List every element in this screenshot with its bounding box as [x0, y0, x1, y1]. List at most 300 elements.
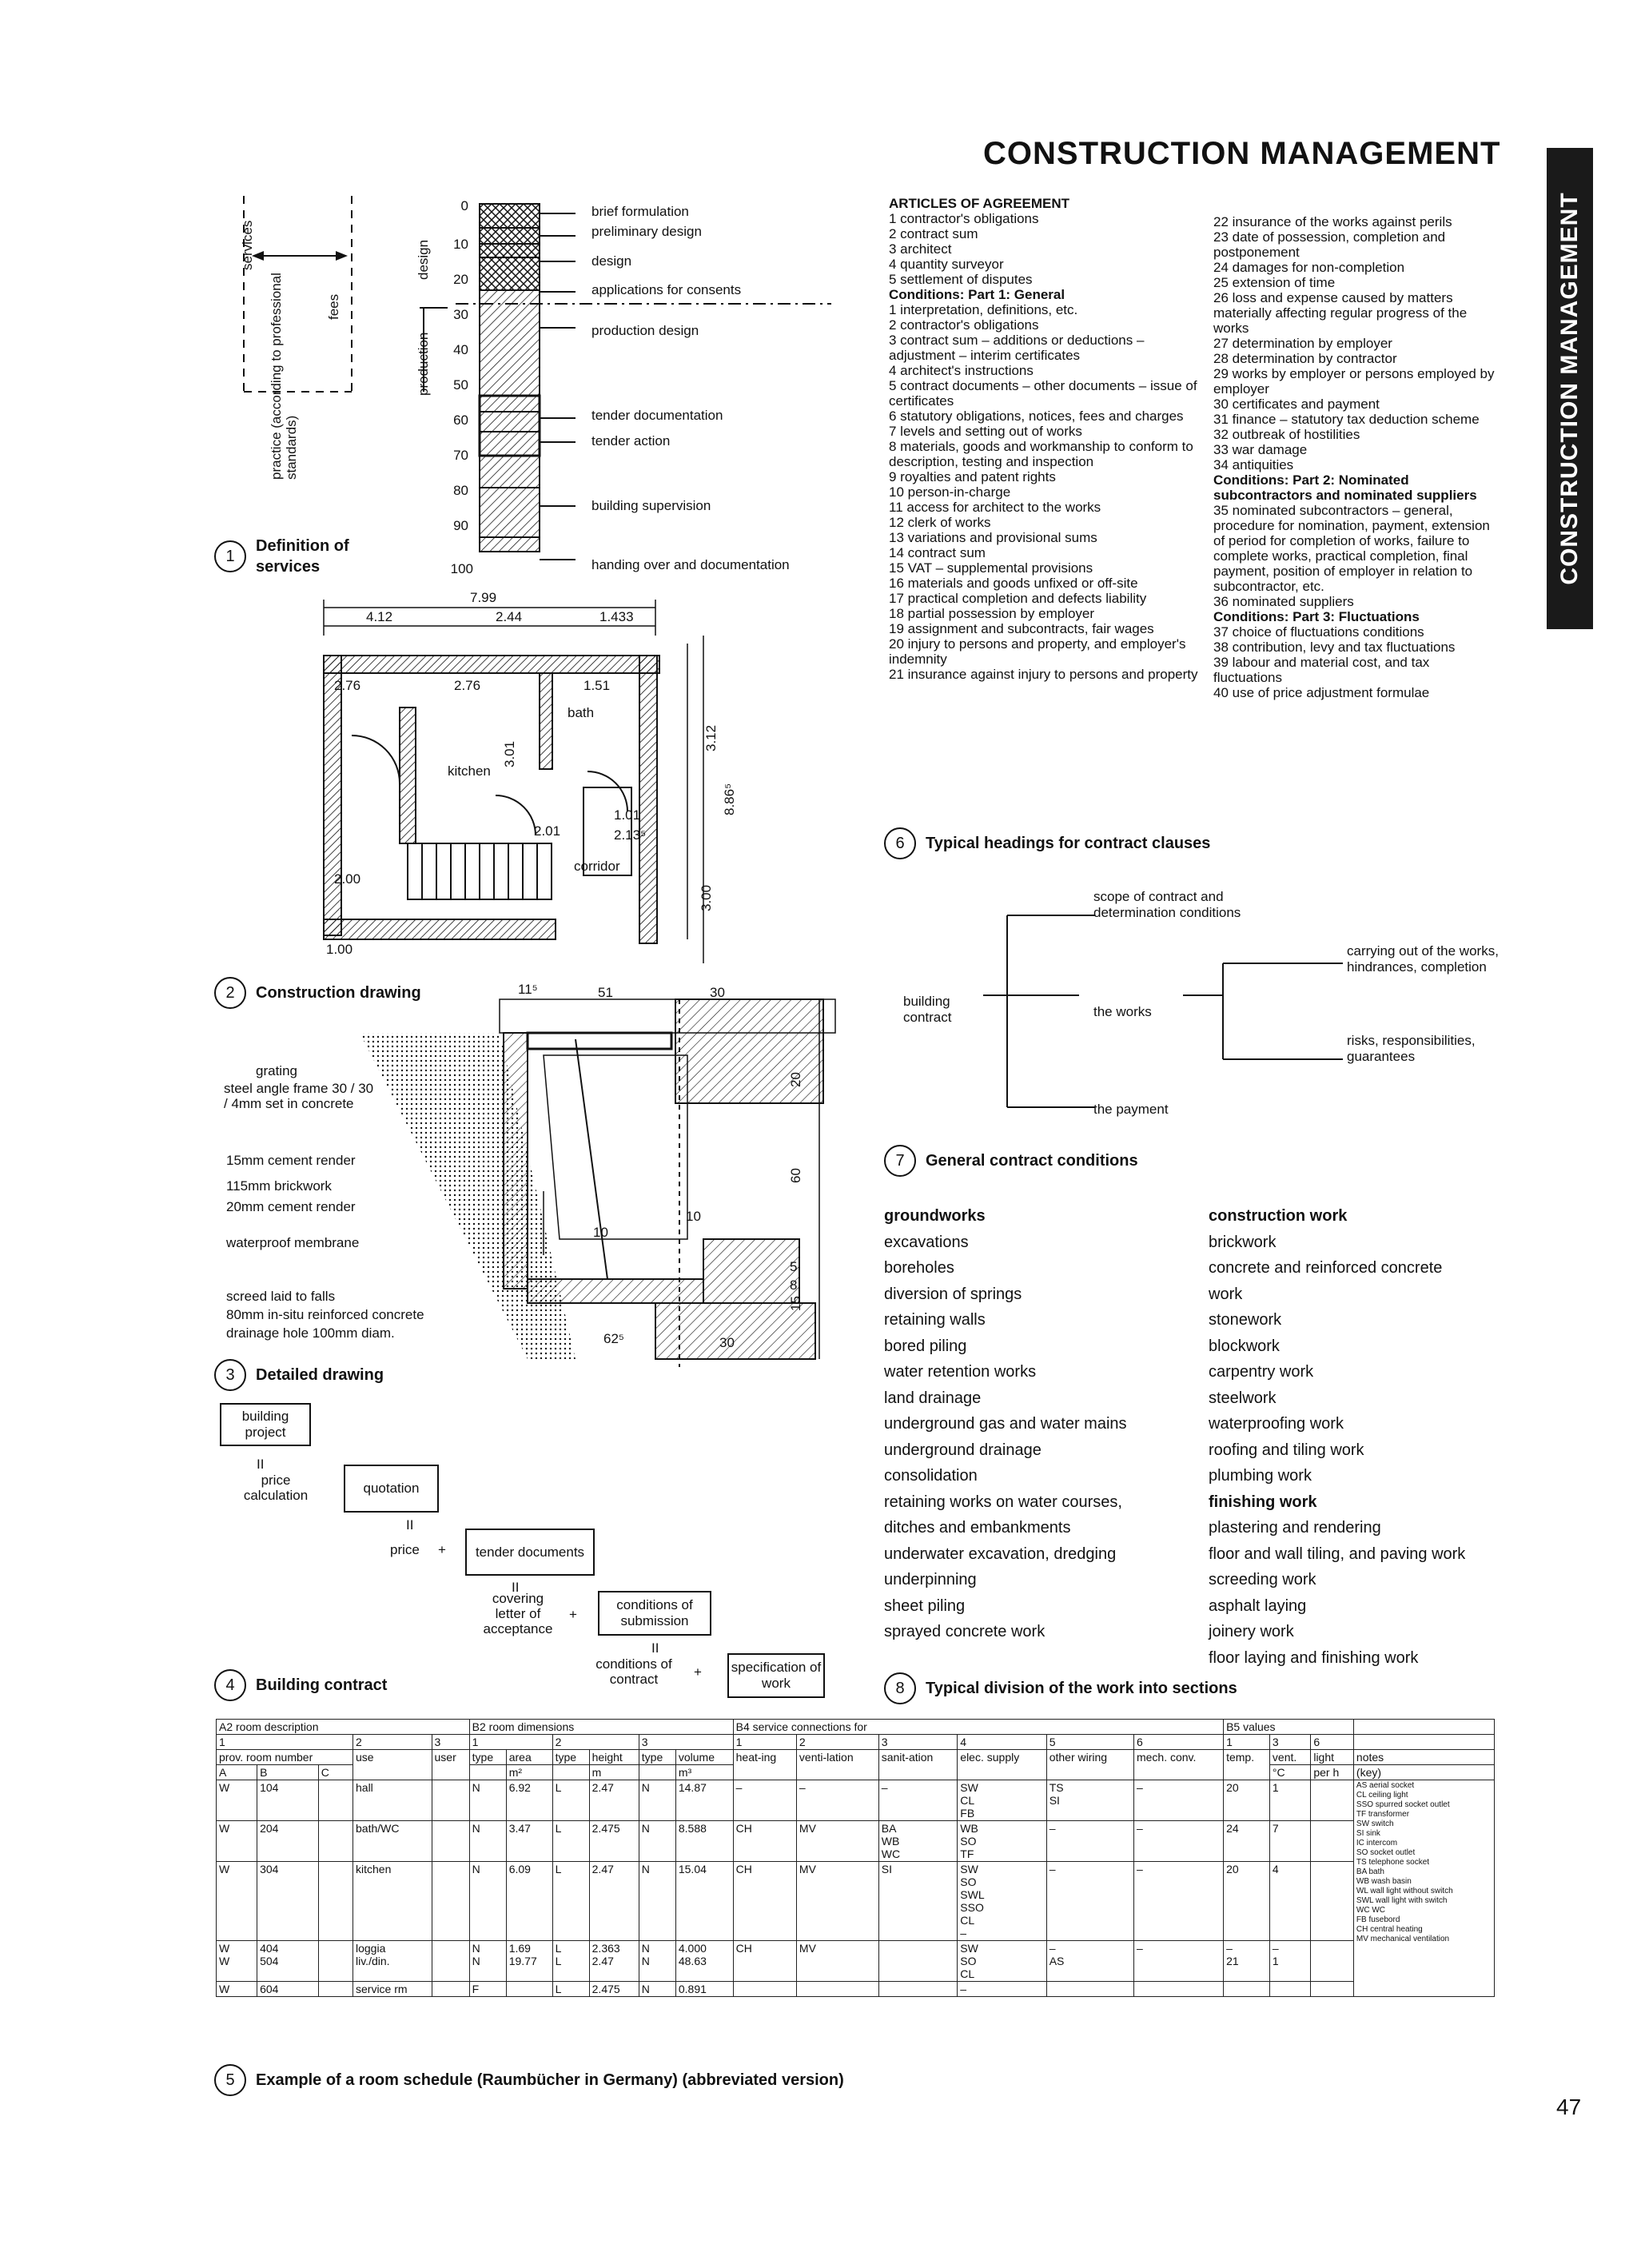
fig7-caption — [884, 1145, 1138, 1177]
lbl-drainage: drainage hole 100mm diam. — [226, 1325, 395, 1341]
key-entry: FB fusebord — [1356, 1915, 1400, 1924]
table-cell — [432, 1982, 469, 1997]
dim-60: 60 — [788, 1168, 803, 1183]
table-cell: hall — [353, 1780, 432, 1821]
carrying-out-label: carrying out of the works, hindrances, completion — [1347, 943, 1499, 975]
list-item: screeding work — [1209, 1571, 1316, 1588]
list-item: 5 settlement of disputes — [889, 272, 1033, 287]
lbl-screed: screed laid to falls — [226, 1289, 336, 1304]
table-cell: L — [552, 1780, 589, 1821]
key-entry: BA bath — [1356, 1867, 1384, 1876]
table-cell — [318, 1982, 352, 1997]
tick-90: 90 — [453, 518, 468, 533]
table-cell — [1353, 1735, 1494, 1750]
table-cell: – 21 — [1224, 1941, 1270, 1982]
lbl-brickwork: 115mm brickwork — [226, 1178, 332, 1194]
list-item: underground gas and water mains — [884, 1415, 1127, 1433]
table-cell: 2.47 — [589, 1862, 639, 1941]
dim-51: 51 — [598, 985, 613, 1000]
table-cell: 3 — [878, 1735, 958, 1750]
table-cell: heat-ing — [733, 1750, 796, 1780]
list-item: retaining works on water courses, — [884, 1493, 1122, 1511]
lbl-cement-render-20: 20mm cement render — [226, 1199, 356, 1214]
list-item: underwater excavation, dredging — [884, 1545, 1117, 1563]
table-cell: – — [1133, 1941, 1223, 1982]
table-cell — [1311, 1821, 1354, 1862]
risks-label: risks, responsibilities, guarantees — [1347, 1033, 1476, 1064]
table-cell: per h — [1311, 1765, 1354, 1780]
dim-15: 15 — [788, 1296, 803, 1311]
stage-production: production design — [591, 323, 699, 338]
key-entry: WB wash basin — [1356, 1877, 1412, 1886]
fig4-caption-text: Building contract — [256, 1676, 388, 1694]
key-entry: TF transformer — [1356, 1810, 1410, 1819]
dim-5: 5 — [790, 1259, 798, 1274]
table-cell: – — [1133, 1821, 1223, 1862]
table-cell: WB SO TF — [958, 1821, 1046, 1862]
floor-plan-svg — [320, 588, 735, 971]
table-cell: N — [469, 1821, 506, 1862]
list-item: floor and wall tiling, and paving work — [1209, 1545, 1466, 1563]
table-cell: 6 — [1311, 1735, 1354, 1750]
dim-10b: 10 — [686, 1209, 701, 1224]
room-bath: bath — [568, 705, 595, 720]
table-cell — [1311, 1982, 1354, 1997]
stage-preliminary: preliminary design — [591, 224, 702, 239]
table-cell: W — [217, 1862, 257, 1941]
table-cell: 2.475 — [589, 1982, 639, 1997]
list-item: 23 date of possession, completion and postponement — [1213, 229, 1446, 260]
list-item: 39 labour and material cost, and tax fluctuations — [1213, 655, 1430, 685]
table-cell: – — [796, 1780, 878, 1821]
fig7-caption-text: General contract conditions — [926, 1151, 1138, 1170]
clauses-col2 — [1213, 214, 1501, 700]
table-cell: type — [552, 1750, 589, 1765]
key-entry: WC WC — [1356, 1906, 1386, 1915]
page-title: CONSTRUCTION MANAGEMENT — [983, 136, 1501, 171]
tick-10: 10 — [453, 237, 468, 252]
scope-label: scope of contract and determination conditions — [1093, 889, 1241, 920]
dim-100: 1.00 — [326, 942, 353, 957]
list-item: 36 nominated suppliers — [1213, 594, 1354, 609]
eq-2: II — [406, 1517, 414, 1533]
table-cell — [506, 1982, 552, 1997]
table-cell: notes — [1353, 1750, 1494, 1765]
list-item: asphalt laying — [1209, 1596, 1307, 1615]
table-cell: 1 — [1269, 1780, 1310, 1821]
table-cell: °C — [1269, 1765, 1310, 1780]
list-item: 8 materials, goods and workmanship to conform to description, testing and inspection — [889, 439, 1193, 469]
dim-8: 8 — [790, 1277, 798, 1293]
list-item: 4 architect's instructions — [889, 363, 1034, 378]
table-cell: temp. — [1224, 1750, 1270, 1780]
table-cell: service rm — [353, 1982, 432, 1997]
list-item: 27 determination by employer — [1213, 336, 1392, 351]
table-cell: 14.87 — [675, 1780, 733, 1821]
price-calculation-label: price calculation — [243, 1473, 309, 1503]
table-cell: 2 — [353, 1735, 432, 1750]
clauses-col1 — [889, 196, 1210, 682]
table-cell: 3 — [432, 1735, 469, 1750]
table-cell: 20 — [1224, 1780, 1270, 1821]
table-cell: N — [639, 1982, 675, 1997]
list-item: plastering and rendering — [1209, 1519, 1381, 1537]
table-cell — [432, 1821, 469, 1862]
list-item: finishing work — [1209, 1493, 1317, 1511]
table-cell: 1 — [1224, 1735, 1270, 1750]
table-cell: 1 — [469, 1735, 552, 1750]
dim-625: 62⁵ — [603, 1331, 624, 1346]
conditions-contract-label: conditions of contract — [595, 1656, 672, 1687]
table-cell: N — [469, 1780, 506, 1821]
dim-412: 4.12 — [366, 609, 393, 624]
table-cell: – 1 — [1269, 1941, 1310, 1982]
key-entry: SSO spurred socket outlet — [1356, 1800, 1450, 1809]
table-cell: 1 — [733, 1735, 796, 1750]
table-cell: – — [1046, 1862, 1133, 1941]
key-entry: MV mechanical ventilation — [1356, 1935, 1450, 1943]
eq-3: II — [512, 1580, 520, 1595]
table-cell: prov. room number — [217, 1750, 353, 1765]
lbl-grating: grating — [256, 1063, 297, 1078]
specification-work-box: specification of work — [727, 1653, 825, 1698]
table-cell: height — [589, 1750, 639, 1765]
list-item: retaining walls — [884, 1311, 986, 1329]
table-cell: W — [217, 1821, 257, 1862]
table-cell: – — [958, 1982, 1046, 1997]
list-item: 3 contract sum – additions or deductions – adjustment – interim certificates — [889, 333, 1145, 363]
covering-letter-label: covering letter of acceptance — [483, 1591, 553, 1636]
list-item: 31 finance – statutory tax deduction scheme — [1213, 412, 1480, 427]
dim-20: 20 — [788, 1072, 803, 1087]
eq-4: II — [651, 1640, 659, 1656]
list-item: 1 contractor's obligations — [889, 211, 1039, 226]
lbl-cement-render-15: 15mm cement render — [226, 1153, 356, 1168]
work-right-list — [1209, 1203, 1480, 1671]
stage-supervision: building supervision — [591, 498, 711, 513]
table-cell — [796, 1982, 878, 1997]
fig1-number: 1 — [214, 540, 246, 572]
table-cell — [1311, 1862, 1354, 1941]
table-cell — [733, 1982, 796, 1997]
list-item: 4 quantity surveyor — [889, 257, 1004, 272]
list-item: boreholes — [884, 1259, 954, 1277]
table-cell: mech. conv. — [1133, 1750, 1223, 1780]
list-item: floor laying and finishing work — [1209, 1648, 1419, 1667]
table-cell: – — [1133, 1780, 1223, 1821]
eq-1: II — [257, 1457, 265, 1472]
table-cell — [1224, 1982, 1270, 1997]
list-item: construction work — [1209, 1207, 1348, 1225]
stage-tender-action: tender action — [591, 433, 671, 448]
list-item: Conditions: Part 1: General — [889, 287, 1065, 302]
table-cell — [878, 1982, 958, 1997]
dim-201: 2.01 — [534, 823, 561, 839]
list-item: 30 certificates and payment — [1213, 397, 1380, 412]
table-cell — [878, 1941, 958, 1982]
table-cell: – — [733, 1780, 796, 1821]
table-cell: L — [552, 1982, 589, 1997]
table-cell: type — [469, 1750, 506, 1765]
table-cell: L — [552, 1862, 589, 1941]
list-item: 2 contractor's obligations — [889, 317, 1039, 333]
table-cell: light — [1311, 1750, 1354, 1765]
table-row — [217, 1780, 1495, 1821]
lbl-steel-angle: steel angle frame 30 / 30 / 4mm set in concrete — [224, 1081, 374, 1111]
table-cell: – AS — [1046, 1941, 1133, 1982]
dim-8865: 8.86⁵ — [722, 783, 737, 815]
detail-svg — [352, 991, 847, 1367]
dim-10a: 10 — [593, 1225, 608, 1240]
table-cell: BA WB WC — [878, 1821, 958, 1862]
fig4-caption — [214, 1669, 387, 1701]
dim-1433: 1.433 — [599, 609, 634, 624]
stage-tender-doc: tender documentation — [591, 408, 723, 423]
table-cell: N — [639, 1862, 675, 1941]
services-bar-svg — [216, 192, 839, 576]
tick-30: 30 — [453, 307, 468, 322]
building-contract-label: building contract — [903, 994, 952, 1025]
services-label: services — [240, 220, 255, 270]
table-cell: m — [589, 1765, 639, 1780]
table-cell: 604 — [257, 1982, 319, 1997]
stage-handover: handing over and documentation — [591, 557, 790, 572]
table-cell: N N — [639, 1941, 675, 1982]
group-header: B4 service connections for — [733, 1720, 1223, 1735]
list-item: 13 variations and provisional sums — [889, 530, 1097, 545]
table-cell: 5 — [1046, 1735, 1133, 1750]
table-cell: SW SO SWL SSO CL – — [958, 1862, 1046, 1941]
key-entry: SWL wall light with switch — [1356, 1896, 1448, 1905]
key-entry: CH central heating — [1356, 1925, 1423, 1934]
table-cell: elec. supply — [958, 1750, 1046, 1780]
table-row — [217, 1982, 1495, 1997]
dim-301: 3.01 — [502, 740, 517, 767]
list-item: roofing and tiling work — [1209, 1441, 1364, 1459]
fig5-number: 5 — [214, 2064, 246, 2096]
list-item: groundworks — [884, 1207, 986, 1225]
dim-2135: 2.13⁵ — [614, 827, 647, 843]
table-row — [217, 1821, 1495, 1862]
list-item: 20 injury to persons and property, and employer's indemnity — [889, 636, 1186, 667]
table-cell: m³ — [675, 1765, 733, 1780]
table-cell — [432, 1780, 469, 1821]
table-cell — [469, 1765, 506, 1780]
list-item: 34 antiquities — [1213, 457, 1294, 472]
table-cell — [639, 1765, 675, 1780]
fig3-detail — [352, 991, 847, 1367]
dim-101: 1.01 — [614, 807, 641, 823]
stage-consents: applications for consents — [591, 282, 742, 297]
plus-1: + — [438, 1542, 446, 1557]
table-cell: – — [1046, 1821, 1133, 1862]
list-item: 18 partial possession by employer — [889, 606, 1095, 621]
table-row — [217, 1941, 1495, 1982]
table-cell: 4 — [958, 1735, 1046, 1750]
lbl-membrane: waterproof membrane — [226, 1235, 360, 1250]
fig4-number: 4 — [214, 1669, 246, 1701]
table-cell: TS SI — [1046, 1780, 1133, 1821]
fig1-caption-text: Definition of services — [256, 537, 349, 576]
table-cell: 7 — [1269, 1821, 1310, 1862]
table-row — [217, 1735, 1495, 1750]
table-cell — [318, 1821, 352, 1862]
room-schedule-table — [216, 1719, 1495, 1997]
table-cell: venti-lation — [796, 1750, 878, 1780]
section-tab — [1547, 148, 1593, 629]
list-item: stonework — [1209, 1311, 1282, 1329]
the-works-label: the works — [1093, 1004, 1152, 1019]
table-cell: 404 504 — [257, 1941, 319, 1982]
list-item: blockwork — [1209, 1337, 1280, 1355]
dim-30-top: 30 — [710, 985, 725, 1000]
table-cell: C — [318, 1765, 352, 1780]
key-entry: TS telephone socket — [1356, 1858, 1430, 1867]
table-cell: 1.69 19.77 — [506, 1941, 552, 1982]
fig2-number: 2 — [214, 977, 246, 1009]
key-entry: IC intercom — [1356, 1839, 1398, 1847]
plus-2: + — [569, 1607, 577, 1622]
fig3-caption — [214, 1359, 384, 1391]
table-cell: user — [432, 1750, 469, 1780]
table-cell: L L — [552, 1941, 589, 1982]
table-cell: area — [506, 1750, 552, 1765]
tender-documents-box: tender documents — [465, 1529, 595, 1576]
list-item: water retention works — [884, 1363, 1037, 1381]
dim-200: 2.00 — [334, 871, 361, 887]
table-cell: 6.09 — [506, 1862, 552, 1941]
fees-label: fees — [326, 293, 341, 320]
list-item: diversion of springs — [884, 1285, 1022, 1303]
list-item: 10 person-in-charge — [889, 484, 1011, 500]
table-cell — [318, 1941, 352, 1982]
table-cell: 24 — [1224, 1821, 1270, 1862]
fig1-diagram — [216, 192, 839, 576]
table-cell: 4 — [1269, 1862, 1310, 1941]
list-item: 32 outbreak of hostilities — [1213, 427, 1360, 442]
fig8-caption-text: Typical division of the work into sections — [926, 1679, 1237, 1697]
list-item: waterproofing work — [1209, 1415, 1344, 1433]
key-entry: SO socket outlet — [1356, 1848, 1416, 1857]
dim-276a: 2.76 — [334, 678, 361, 693]
list-item: bored piling — [884, 1337, 967, 1355]
fig5-caption-text: Example of a room schedule (Raumbücher in Germany) (abbreviated version) — [256, 2071, 844, 2089]
list-item: 19 assignment and subcontracts, fair wages — [889, 621, 1154, 636]
room-kitchen: kitchen — [448, 763, 491, 779]
lbl-concrete: 80mm in-situ reinforced concrete — [226, 1307, 424, 1322]
fig6-caption — [884, 827, 1210, 859]
list-item: 7 levels and setting out of works — [889, 424, 1082, 439]
table-cell: 204 — [257, 1821, 319, 1862]
list-item: 24 damages for non-completion — [1213, 260, 1405, 275]
list-item: 28 determination by contractor — [1213, 351, 1397, 366]
practice-label: practice (according to professional standards) — [269, 273, 299, 480]
table-row — [217, 1862, 1495, 1941]
tick-50: 50 — [453, 377, 468, 393]
table-cell: 20 — [1224, 1862, 1270, 1941]
table-cell: N — [639, 1780, 675, 1821]
fig3-caption-text: Detailed drawing — [256, 1365, 384, 1384]
table-row — [217, 1720, 1495, 1735]
list-item: sprayed concrete work — [884, 1623, 1046, 1640]
group-header: B5 values — [1224, 1720, 1354, 1735]
list-item: 25 extension of time — [1213, 275, 1336, 290]
table-row — [217, 1750, 1495, 1765]
list-item: carpentry work — [1209, 1363, 1314, 1381]
group-header: A2 room description — [217, 1720, 470, 1735]
production-axis-label: production — [416, 332, 431, 396]
list-item: 1 interpretation, definitions, etc. — [889, 302, 1078, 317]
table-cell: (key) — [1353, 1765, 1494, 1780]
list-item: steelwork — [1209, 1389, 1277, 1407]
table-cell: use — [353, 1750, 432, 1780]
list-item: 35 nominated subcontractors – general, procedure for nomination, payment, extension of period for completion of works, failure to complete works, practical completion, final payment, position of employer in relation to subcontractor, etc. — [1213, 503, 1490, 594]
table-cell — [1353, 1720, 1494, 1735]
list-item: 14 contract sum — [889, 545, 986, 560]
fig1-caption — [214, 536, 398, 577]
table-cell: W W — [217, 1941, 257, 1982]
table-cell: 2.47 — [589, 1780, 639, 1821]
table-cell: 2 — [796, 1735, 878, 1750]
table-cell: 6 — [1133, 1735, 1223, 1750]
list-item: 2 contract sum — [889, 226, 978, 241]
table-cell: N — [469, 1862, 506, 1941]
table-cell: 15.04 — [675, 1862, 733, 1941]
list-item: 37 choice of fluctuations conditions — [1213, 624, 1424, 640]
table-cell — [1311, 1941, 1354, 1982]
fig2-caption-text: Construction drawing — [256, 983, 421, 1002]
key-entry: WL wall light without switch — [1356, 1887, 1453, 1895]
fig6-caption-text: Typical headings for contract clauses — [926, 834, 1211, 852]
table-cell: N N — [469, 1941, 506, 1982]
table-cell: type — [639, 1750, 675, 1765]
list-item: 11 access for architect to the works — [889, 500, 1101, 515]
stage-brief: brief formulation — [591, 204, 689, 219]
dim-151: 1.51 — [584, 678, 611, 693]
table-cell: W — [217, 1982, 257, 1997]
room-schedule — [216, 1719, 1495, 1997]
table-cell: m² — [506, 1765, 552, 1780]
table-cell: 1 — [217, 1735, 353, 1750]
table-cell — [432, 1941, 469, 1982]
price-label: price — [390, 1542, 420, 1557]
list-item: 38 contribution, levy and tax fluctuations — [1213, 640, 1456, 655]
table-cell: sanit-ation — [878, 1750, 958, 1780]
table-cell: 304 — [257, 1862, 319, 1941]
fig7-number: 7 — [884, 1145, 916, 1177]
table-cell: L — [552, 1821, 589, 1862]
dim-799: 7.99 — [470, 590, 497, 605]
list-item: concrete and reinforced concrete work — [1209, 1259, 1443, 1303]
fig6-number: 6 — [884, 827, 916, 859]
key-entry: SW switch — [1356, 1820, 1394, 1828]
table-cell: N — [639, 1821, 675, 1862]
tick-40: 40 — [453, 342, 468, 357]
key-entry: SI sink — [1356, 1829, 1380, 1838]
dim-30-bottom: 30 — [719, 1335, 735, 1350]
table-cell: MV — [796, 1821, 878, 1862]
list-item: sheet piling — [884, 1596, 966, 1615]
section-tab-label: CONSTRUCTION MANAGEMENT — [1556, 192, 1583, 585]
list-item: 9 royalties and patent rights — [889, 469, 1056, 484]
table-cell: MV — [796, 1862, 878, 1941]
table-cell: 6.92 — [506, 1780, 552, 1821]
table-cell: bath/WC — [353, 1821, 432, 1862]
fig8-caption — [884, 1672, 1237, 1704]
list-item: 21 insurance against injury to persons and property — [889, 667, 1198, 682]
table-cell — [1133, 1982, 1223, 1997]
group-header: B2 room dimensions — [469, 1720, 733, 1735]
